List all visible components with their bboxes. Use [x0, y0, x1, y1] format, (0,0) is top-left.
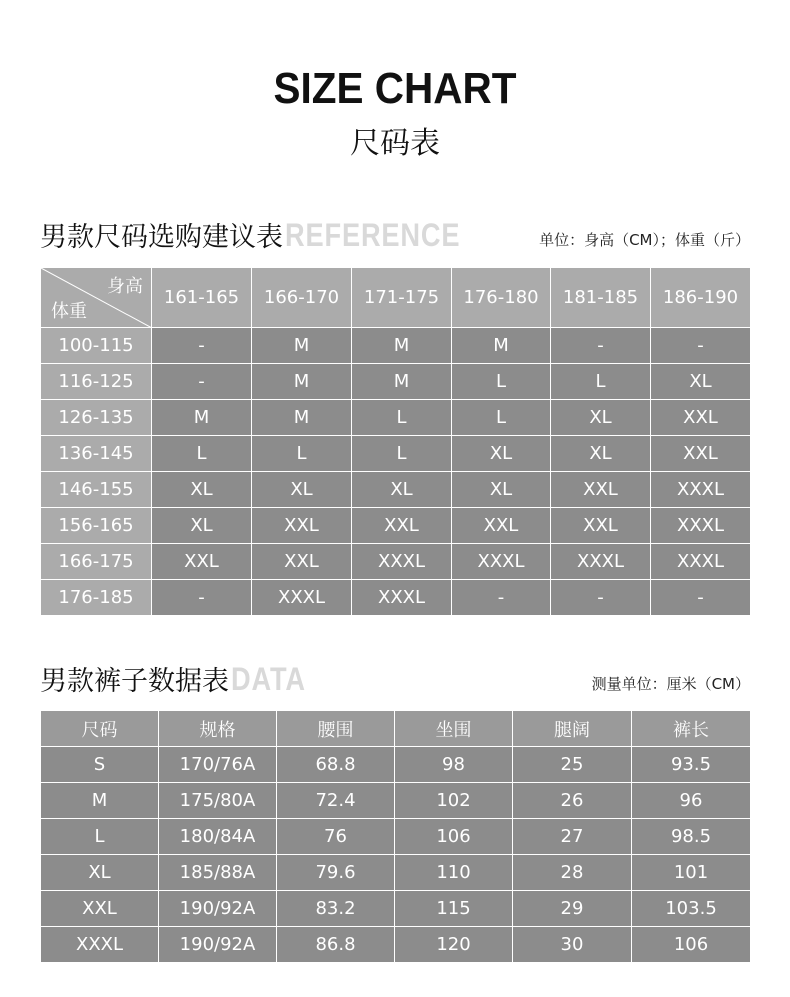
data-column-header: 坐围	[395, 711, 513, 747]
size-cell: XXXL	[651, 508, 751, 544]
size-cell: XL	[252, 472, 352, 508]
reference-header-row	[41, 268, 751, 328]
data-row	[41, 783, 751, 819]
weight-row-header: 116-125	[41, 364, 152, 400]
data-title	[40, 659, 319, 698]
height-column-header: 161-165	[152, 268, 252, 328]
size-cell: XL	[452, 436, 551, 472]
data-cell: XXL	[41, 891, 159, 927]
page-subtitle: 尺码表	[350, 126, 440, 161]
size-cell: XL	[551, 436, 651, 472]
size-cell: -	[651, 328, 751, 364]
size-cell: XL	[152, 508, 252, 544]
height-column-header: 176-180	[452, 268, 551, 328]
data-cell: 106	[395, 819, 513, 855]
data-header	[40, 660, 750, 700]
height-column-header: 181-185	[551, 268, 651, 328]
size-cell: XXL	[551, 508, 651, 544]
size-cell: XXL	[252, 508, 352, 544]
reference-unit: 单位：身高（CM）；体重（斤）	[539, 231, 750, 249]
data-cell: 26	[513, 783, 632, 819]
weight-row-header: 166-175	[41, 544, 152, 580]
data-row	[41, 927, 751, 963]
size-cell: L	[551, 364, 651, 400]
size-cell: M	[252, 400, 352, 436]
reference-title-cn: 男款尺码选购建议表	[40, 222, 283, 253]
size-cell: M	[352, 328, 452, 364]
size-cell: XXL	[551, 472, 651, 508]
data-row	[41, 747, 751, 783]
data-cell: 29	[513, 891, 632, 927]
data-cell: S	[41, 747, 159, 783]
size-cell: XXXL	[452, 544, 551, 580]
data-cell: 68.8	[277, 747, 395, 783]
size-cell: L	[452, 364, 551, 400]
data-cell: 190/92A	[159, 927, 277, 963]
data-cell: L	[41, 819, 159, 855]
data-title-en: DATA	[231, 661, 306, 697]
page-title: SIZE CHART	[273, 64, 517, 113]
size-cell: M	[352, 364, 452, 400]
data-cell: 28	[513, 855, 632, 891]
size-cell: -	[551, 328, 651, 364]
size-cell: M	[252, 328, 352, 364]
data-cell: 72.4	[277, 783, 395, 819]
size-cell: XXXL	[352, 580, 452, 616]
size-cell: -	[152, 364, 252, 400]
size-cell: -	[152, 328, 252, 364]
reference-row	[41, 508, 751, 544]
reference-row	[41, 472, 751, 508]
corner-label-weight: 体重	[51, 301, 87, 322]
data-title-cn: 男款裤子数据表	[40, 666, 229, 697]
data-column-header: 规格	[159, 711, 277, 747]
data-cell: 180/84A	[159, 819, 277, 855]
data-cell: 93.5	[632, 747, 751, 783]
size-cell: L	[152, 436, 252, 472]
weight-row-header: 100-115	[41, 328, 152, 364]
size-cell: -	[152, 580, 252, 616]
reference-header	[40, 216, 750, 256]
size-cell: XXXL	[551, 544, 651, 580]
size-cell: XXXL	[352, 544, 452, 580]
weight-row-header: 136-145	[41, 436, 152, 472]
data-cell: 83.2	[277, 891, 395, 927]
size-cell: M	[452, 328, 551, 364]
data-cell: 98.5	[632, 819, 751, 855]
size-cell: XL	[551, 400, 651, 436]
reference-row	[41, 364, 751, 400]
size-cell: L	[452, 400, 551, 436]
size-cell: XXL	[352, 508, 452, 544]
data-column-header: 尺码	[41, 711, 159, 747]
size-cell: L	[352, 400, 452, 436]
data-cell: M	[41, 783, 159, 819]
size-cell: L	[352, 436, 452, 472]
reference-row	[41, 328, 751, 364]
reference-title	[40, 215, 491, 254]
data-column-header: 裤长	[632, 711, 751, 747]
data-row	[41, 855, 751, 891]
size-cell: -	[452, 580, 551, 616]
data-cell: 101	[632, 855, 751, 891]
size-cell: -	[551, 580, 651, 616]
corner-label-height: 身高	[107, 276, 143, 297]
data-cell: 76	[277, 819, 395, 855]
size-cell: XXL	[152, 544, 252, 580]
height-column-header: 166-170	[252, 268, 352, 328]
size-cell: XL	[152, 472, 252, 508]
data-header-row	[41, 711, 751, 747]
data-cell: 96	[632, 783, 751, 819]
size-cell: -	[651, 580, 751, 616]
data-cell: 102	[395, 783, 513, 819]
height-column-header: 186-190	[651, 268, 751, 328]
size-cell: XXL	[452, 508, 551, 544]
data-cell: 79.6	[277, 855, 395, 891]
data-cell: 30	[513, 927, 632, 963]
size-cell: XXL	[651, 436, 751, 472]
size-cell: XL	[352, 472, 452, 508]
data-cell: 110	[395, 855, 513, 891]
data-column-header: 腿阔	[513, 711, 632, 747]
data-row	[41, 819, 751, 855]
weight-row-header: 156-165	[41, 508, 152, 544]
data-cell: 170/76A	[159, 747, 277, 783]
weight-row-header: 146-155	[41, 472, 152, 508]
reference-title-en: REFERENCE	[285, 217, 461, 253]
size-cell: XXL	[651, 400, 751, 436]
data-cell: 106	[632, 927, 751, 963]
size-cell: XXXL	[651, 472, 751, 508]
data-cell: 27	[513, 819, 632, 855]
data-cell: 25	[513, 747, 632, 783]
data-cell: 103.5	[632, 891, 751, 927]
height-column-header: 171-175	[352, 268, 452, 328]
data-unit: 测量单位：厘米（CM）	[591, 675, 750, 693]
weight-row-header: 126-135	[41, 400, 152, 436]
pants-data-table	[40, 710, 751, 963]
reference-row	[41, 436, 751, 472]
size-cell: M	[152, 400, 252, 436]
weight-row-header: 176-185	[41, 580, 152, 616]
data-cell: 115	[395, 891, 513, 927]
size-cell: XXXL	[651, 544, 751, 580]
data-cell: 120	[395, 927, 513, 963]
reference-row	[41, 580, 751, 616]
data-cell: XXXL	[41, 927, 159, 963]
reference-row	[41, 544, 751, 580]
size-cell: M	[252, 364, 352, 400]
data-cell: 175/80A	[159, 783, 277, 819]
size-cell: XXL	[252, 544, 352, 580]
data-row	[41, 891, 751, 927]
data-column-header: 腰围	[277, 711, 395, 747]
reference-table	[40, 267, 751, 616]
size-cell: L	[252, 436, 352, 472]
corner-cell	[41, 268, 152, 328]
size-cell: XXXL	[252, 580, 352, 616]
data-cell: 86.8	[277, 927, 395, 963]
data-cell: XL	[41, 855, 159, 891]
reference-row	[41, 400, 751, 436]
size-cell: XL	[651, 364, 751, 400]
data-cell: 98	[395, 747, 513, 783]
data-cell: 185/88A	[159, 855, 277, 891]
size-cell: XL	[452, 472, 551, 508]
data-cell: 190/92A	[159, 891, 277, 927]
